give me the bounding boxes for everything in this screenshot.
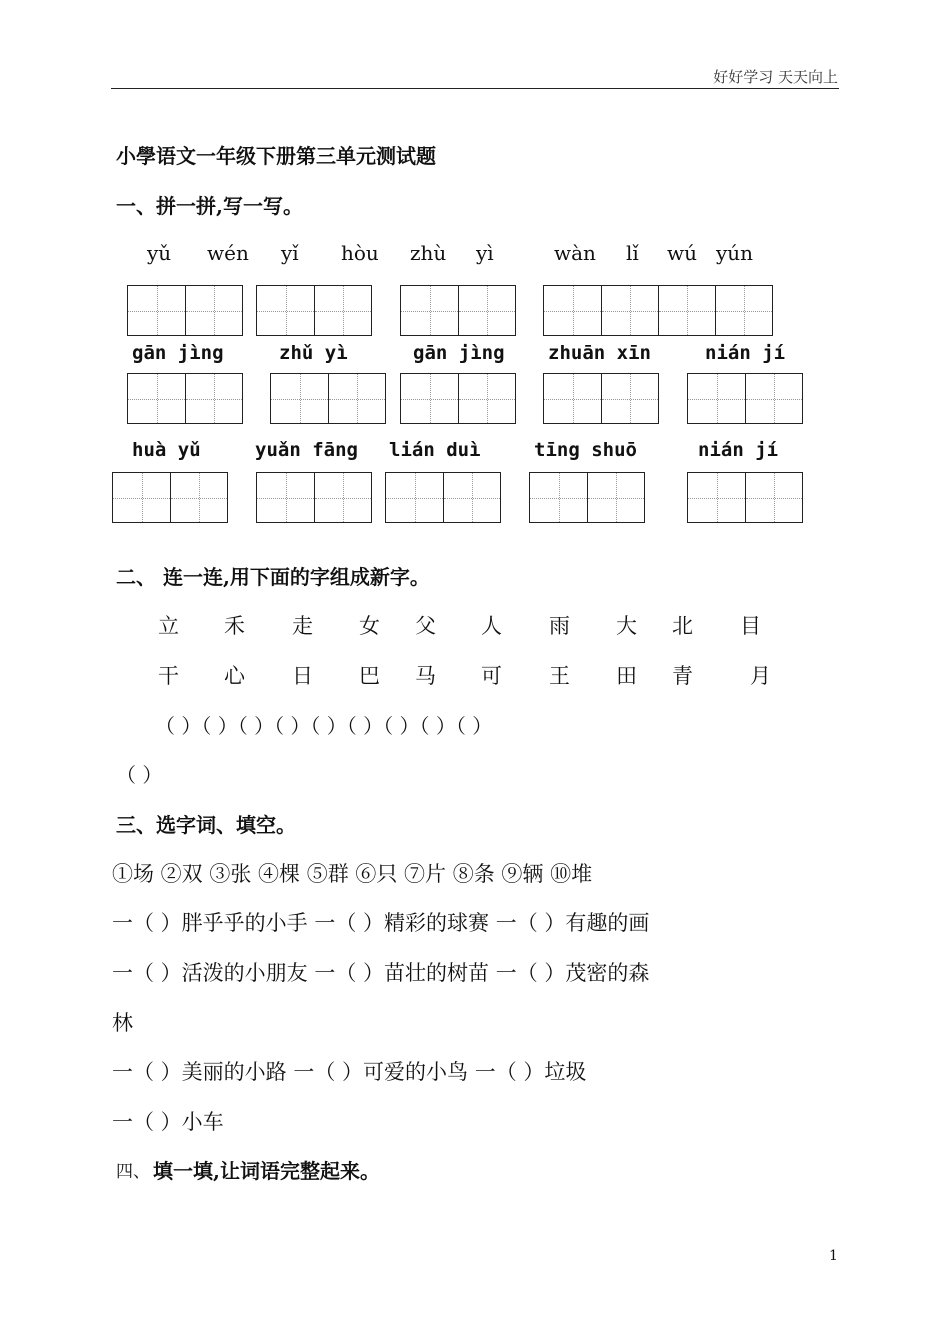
header-motto: 好好学习 天天向上 <box>713 68 838 86</box>
pinyin-yi2: yì <box>476 241 494 265</box>
pinyin-huayu: huà yǔ <box>132 439 201 461</box>
char-gan: 干 <box>158 664 179 688</box>
char-yu: 雨 <box>549 614 570 638</box>
pinyin-nianji: nián jí <box>705 342 786 364</box>
page-number: 1 <box>829 1248 838 1264</box>
writing-grid-ganjing2[interactable] <box>400 373 516 424</box>
char-mu: 目 <box>740 614 761 638</box>
pinyin-ganjing2: gān jìng <box>413 342 505 364</box>
char-wang: 王 <box>549 664 570 688</box>
pinyin-yuanfang: yuǎn fāng <box>255 439 358 461</box>
writing-grid-yuwen[interactable] <box>127 285 243 336</box>
char-tian: 田 <box>616 664 637 688</box>
fill-line-2[interactable]: 一（ ）活泼的小朋友 一（ ）苗壮的树苗 一（ ）茂密的森 <box>112 961 650 985</box>
char-yue: 月 <box>750 664 771 688</box>
char-ri: 日 <box>292 664 313 688</box>
writing-grid-tingshuo[interactable] <box>529 472 645 523</box>
answer-parentheses-row[interactable]: （ ）（ ）（ ）（ ）（ ）（ ）（ ）（ ）（ ） <box>155 714 493 738</box>
writing-grid-wanliwuyun[interactable] <box>543 285 773 336</box>
pinyin-zhuanxin: zhuān xīn <box>548 342 651 364</box>
char-nv: 女 <box>359 614 380 638</box>
char-ba: 巴 <box>359 664 380 688</box>
writing-grid-ganjing[interactable] <box>127 373 243 424</box>
pinyin-yun: yún <box>716 241 754 265</box>
writing-grid-zhuyi2[interactable] <box>270 373 386 424</box>
char-bei: 北 <box>672 614 693 638</box>
writing-grid-yuanfang[interactable] <box>256 472 372 523</box>
pinyin-li: lǐ <box>626 241 639 265</box>
measure-word-options: ①场 ②双 ③张 ④棵 ⑤群 ⑥只 ⑦片 ⑧条 ⑨辆 ⑩堆 <box>112 862 593 886</box>
header-rule <box>111 88 839 89</box>
pinyin-nianji2: nián jí <box>698 439 779 461</box>
writing-grid-huayu[interactable] <box>112 472 228 523</box>
pinyin-tingshuo: tīng shuō <box>534 439 637 461</box>
char-xin: 心 <box>224 664 245 688</box>
pinyin-wen: wén <box>207 241 249 265</box>
writing-grid-yihou[interactable] <box>256 285 372 336</box>
fill-line-1[interactable]: 一（ ）胖乎乎的小手 一（ ）精彩的球赛 一（ ）有趣的画 <box>112 911 650 935</box>
fill-line-3[interactable]: 一（ ）美丽的小路 一（ ）可爱的小鸟 一（ ）垃圾 <box>112 1060 587 1084</box>
writing-grid-zhuyi[interactable] <box>400 285 516 336</box>
char-da: 大 <box>616 614 637 638</box>
pinyin-zhuyi: zhǔ yì <box>279 342 348 364</box>
writing-grid-nianji[interactable] <box>687 373 803 424</box>
pinyin-hou: hòu <box>341 241 379 265</box>
char-ke: 可 <box>481 664 502 688</box>
answer-parentheses-last[interactable]: （ ） <box>116 763 163 787</box>
char-li: 立 <box>158 614 179 638</box>
section1-heading: 一、拼一拼,写一写。 <box>116 194 303 218</box>
char-ma: 马 <box>415 664 436 688</box>
char-he: 禾 <box>224 614 245 638</box>
section2-heading: 二、 连一连,用下面的字组成新字。 <box>116 565 430 589</box>
section3-heading: 三、选字词、填空。 <box>116 813 296 837</box>
pinyin-zhu: zhù <box>410 241 447 265</box>
pinyin-ganjing: gān jìng <box>132 342 224 364</box>
fill-line-4[interactable]: 一（ ）小车 <box>112 1110 224 1134</box>
pinyin-wan: wàn <box>554 241 596 265</box>
char-qing: 青 <box>672 664 693 688</box>
section4-number: 四、 <box>116 1162 150 1182</box>
page-title: 小學语文一年级下册第三单元测试题 <box>116 144 436 168</box>
section4-heading: 填一填,让词语完整起来。 <box>153 1159 380 1183</box>
pinyin-lianduei: lián duì <box>389 439 481 461</box>
char-ren: 人 <box>481 614 502 638</box>
pinyin-wu: wú <box>667 241 697 265</box>
pinyin-yu: yǔ <box>147 241 172 265</box>
char-zou: 走 <box>292 614 313 638</box>
char-fu: 父 <box>415 614 436 638</box>
writing-grid-nianji2[interactable] <box>687 472 803 523</box>
writing-grid-zhuanxin[interactable] <box>543 373 659 424</box>
fill-line-2-wrap: 林 <box>112 1011 133 1035</box>
writing-grid-liandui[interactable] <box>385 472 501 523</box>
pinyin-yi: yǐ <box>281 241 299 265</box>
